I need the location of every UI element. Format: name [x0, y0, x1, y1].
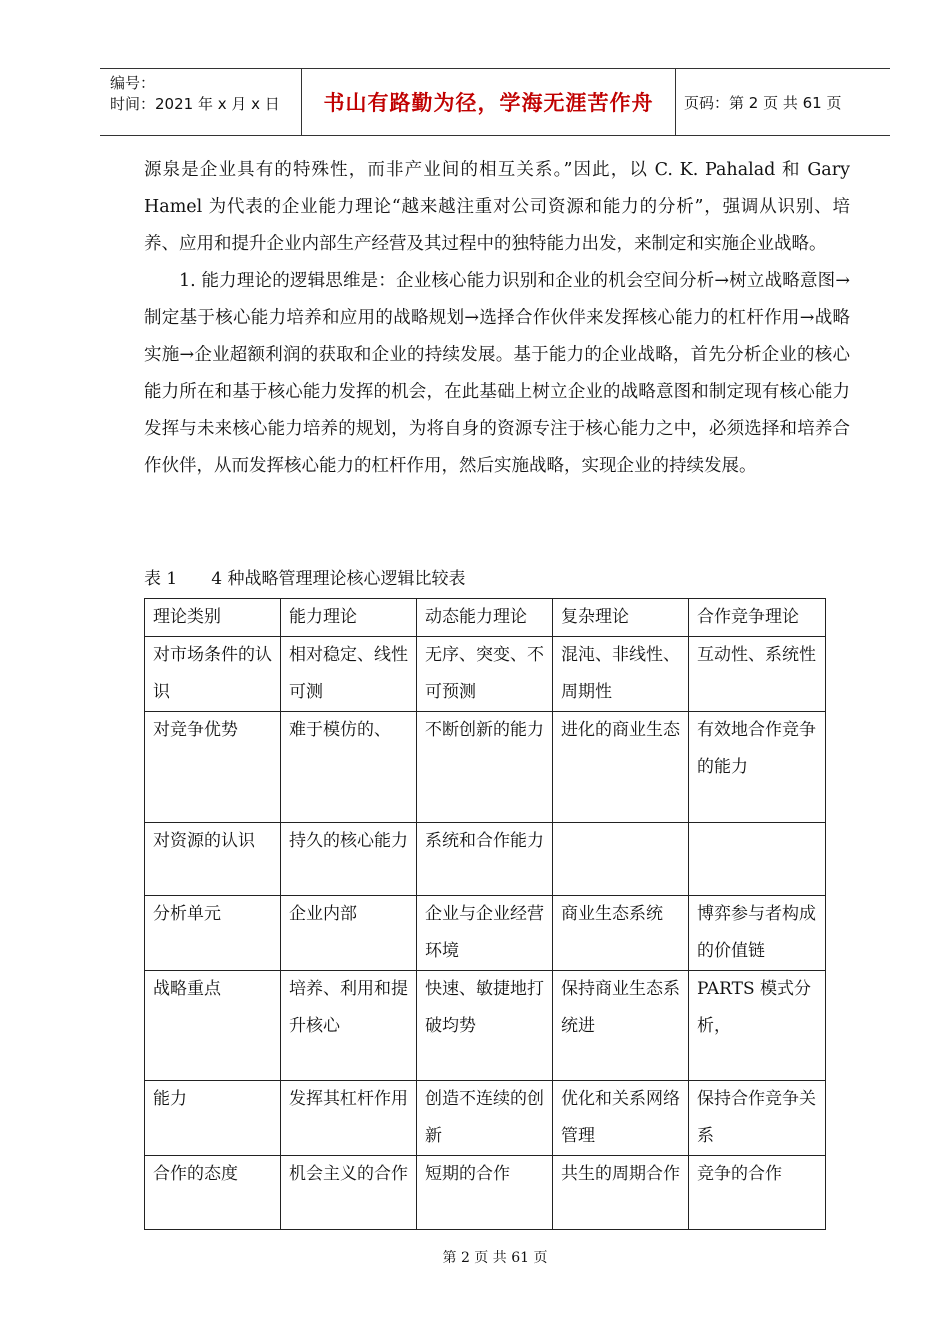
table-row — [145, 712, 826, 823]
page-header — [100, 68, 890, 136]
table-cell: 商业生态系统 — [553, 896, 689, 971]
paragraph: 1. 能力理论的逻辑思维是：企业核心能力识别和企业的机会空间分析→树立战略意图→制定基于核心能力培养和应用的战略规划→选择合作伙伴来发挥核心能力的杠杆作用→战略实施→企业超额利润的获取和企业的持续发展。基于能力的企业战略，首先分析企业的核心能力所在和基于核心能力发挥的机会，在此基础上树立企业的战略意图和制定现有核心能力发挥与未来核心能力培养的规划，为将自身的资源专注于核心能力之中，必须选择和培养合作伙伴，从而发挥核心能力的杠杆作用，然后实施战略，实现企业的持续发展。 — [144, 271, 850, 476]
table-cell: 战略重点 — [145, 971, 281, 1081]
page-footer: 第 2 页 共 61 页 — [442, 1250, 548, 1266]
table-cell: 对资源的认识 — [145, 823, 281, 896]
number-label: 编号： — [110, 74, 156, 92]
table-cell: 有效地合作竞争的能力 — [689, 712, 826, 823]
table-cell — [553, 823, 689, 896]
table-cell: 不断创新的能力 — [417, 712, 553, 823]
paragraph: 源泉是企业具有的特殊性，而非产业间的相互关系。”因此，以 C. K. Pahalad 和 Gary Hamel 为代表的企业能力理论“越来越注重对公司资源和能力的分析”，强调从识别、培养、应用和提升企业内部生产经营及其过程中的独特能力出发，来制定和实施企业战略。 — [144, 160, 850, 254]
table-cell: 保持合作竞争关系 — [689, 1081, 826, 1156]
header-cell: 合作竞争理论 — [689, 599, 826, 637]
table-row — [145, 1156, 826, 1230]
header-cell: 能力理论 — [281, 599, 417, 637]
table-header-row — [145, 599, 826, 637]
table-cell: 无序、突变、不可预测 — [417, 637, 553, 712]
table-row — [145, 971, 826, 1081]
table-cell: 互动性、系统性 — [689, 637, 826, 712]
comparison-table — [144, 598, 826, 1230]
table-row — [145, 896, 826, 971]
body-text — [144, 152, 850, 485]
table-cell: 博弈参与者构成的价值链 — [689, 896, 826, 971]
table-cell: 共生的周期合作 — [553, 1156, 689, 1230]
table-cell: 竞争的合作 — [689, 1156, 826, 1230]
table-cell: 合作的态度 — [145, 1156, 281, 1230]
header-cell: 复杂理论 — [553, 599, 689, 637]
table-cell: 培养、利用和提升核心 — [281, 971, 417, 1081]
table-cell: 系统和合作能力 — [417, 823, 553, 896]
table-cell: 企业内部 — [281, 896, 417, 971]
table-cell: 持久的核心能力 — [281, 823, 417, 896]
header-page-label: 页码：第 2 页 共 61 页 — [684, 93, 842, 112]
table-cell: 能力 — [145, 1081, 281, 1156]
table-caption — [144, 564, 465, 594]
table-cell: 快速、敏捷地打破均势 — [417, 971, 553, 1081]
table-cell: PARTS 模式分析， — [689, 971, 826, 1081]
time-label: 时间：2021 年 x 月 x 日 — [110, 95, 280, 113]
table-cell: 对竞争优势 — [145, 712, 281, 823]
table-cell: 难于模仿的、 — [281, 712, 417, 823]
table-cell: 相对稳定、线性可测 — [281, 637, 417, 712]
header-cell: 动态能力理论 — [417, 599, 553, 637]
table-cell: 进化的商业生态 — [553, 712, 689, 823]
table-caption-title: 4 种战略管理理论核心逻辑比较表 — [211, 569, 466, 589]
table-cell: 发挥其杠杆作用 — [281, 1081, 417, 1156]
table-row — [145, 823, 826, 896]
table-cell: 分析单元 — [145, 896, 281, 971]
table-cell: 创造不连续的创新 — [417, 1081, 553, 1156]
header-motto: 书山有路勤为径，学海无涯苦作舟 — [302, 69, 676, 135]
table-cell — [689, 823, 826, 896]
table-cell: 企业与企业经营环境 — [417, 896, 553, 971]
header-meta — [100, 69, 302, 135]
table-cell: 混沌、非线性、周期性 — [553, 637, 689, 712]
table-row — [145, 1081, 826, 1156]
table-cell: 机会主义的合作 — [281, 1156, 417, 1230]
table-cell: 短期的合作 — [417, 1156, 553, 1230]
table-cell: 优化和关系网络管理 — [553, 1081, 689, 1156]
table-cell: 保持商业生态系统进 — [553, 971, 689, 1081]
table-caption-number: 表 1 — [144, 569, 178, 589]
table-row — [145, 637, 826, 712]
header-cell: 理论类别 — [145, 599, 281, 637]
table-cell: 对市场条件的认识 — [145, 637, 281, 712]
